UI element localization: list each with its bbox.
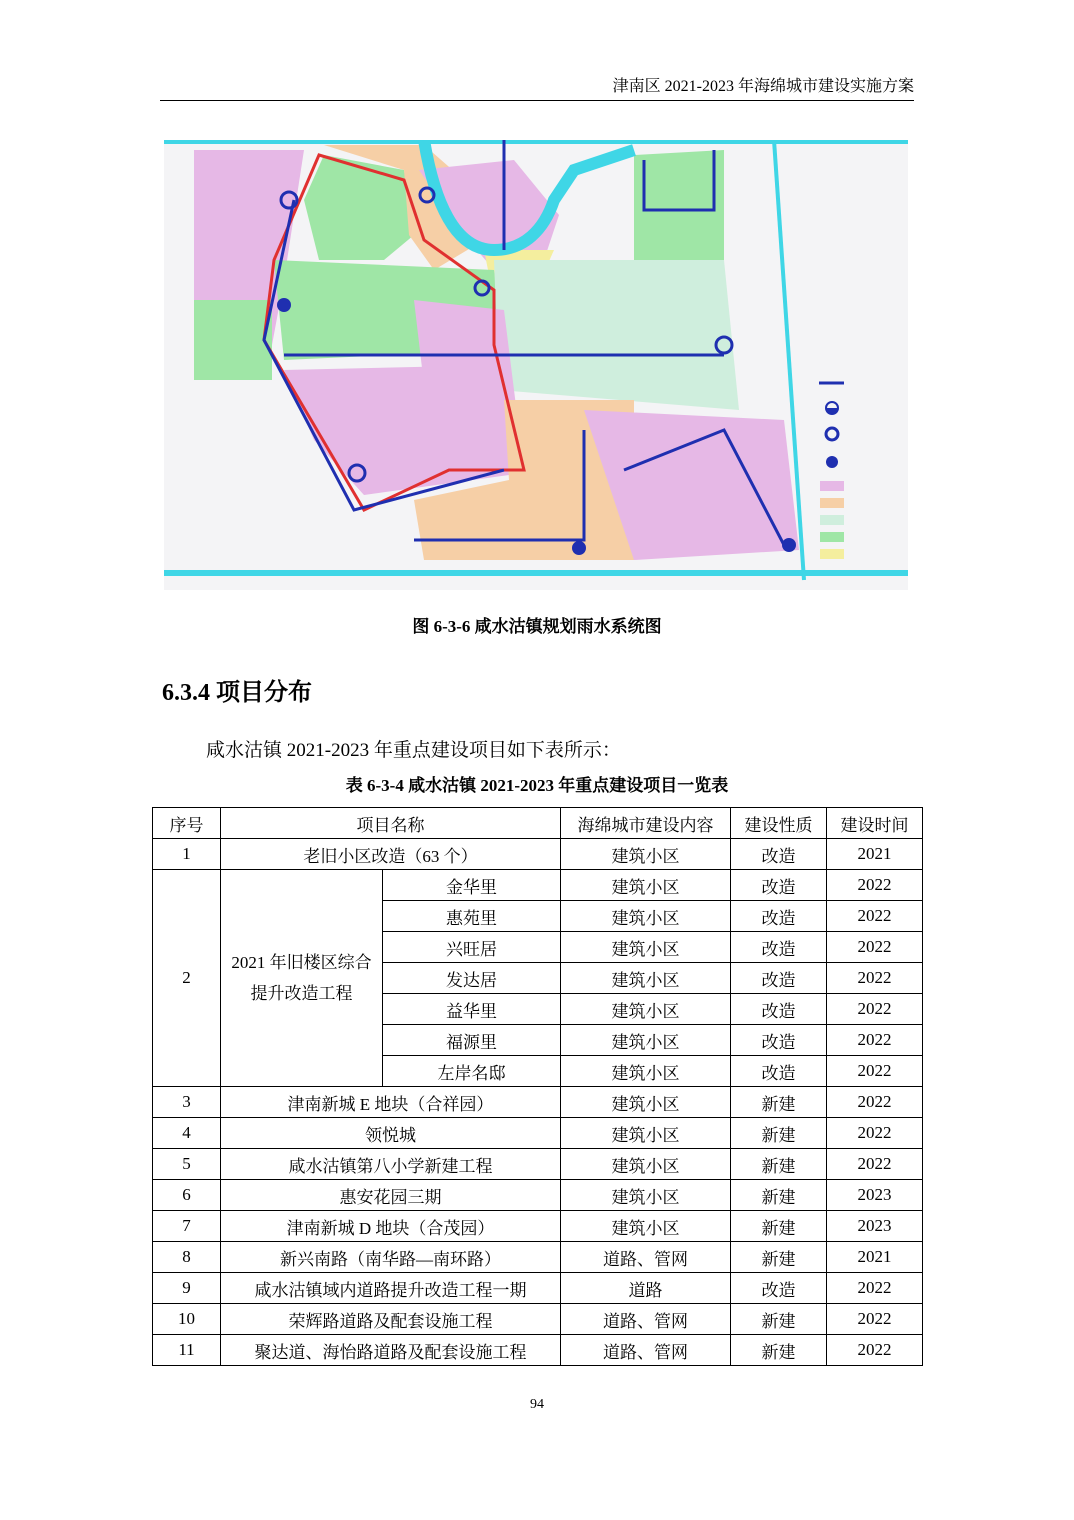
cell-sub-name: 兴旺居: [383, 932, 561, 963]
cell-content: 道路: [561, 1273, 731, 1304]
cell-content: 建筑小区: [561, 839, 731, 870]
legend-pump-planned-icon: [826, 456, 838, 468]
cell-time: 2022: [827, 1273, 923, 1304]
cell-nature: 新建: [731, 1087, 827, 1118]
cell-nature: 新建: [731, 1335, 827, 1366]
cell-content: 建筑小区: [561, 870, 731, 901]
table-row: [153, 839, 923, 870]
cell-nature: 改造: [731, 901, 827, 932]
legend-lightgreen-swatch: [820, 515, 844, 525]
cell-name: 老旧小区改造（63 个）: [221, 839, 561, 870]
cell-time: 2022: [827, 1087, 923, 1118]
cell-no: 11: [153, 1335, 221, 1366]
pump-25: [782, 538, 796, 552]
cell-time: 2022: [827, 1304, 923, 1335]
table-row: [153, 1273, 923, 1304]
project-table: [152, 807, 923, 1366]
legend-orange-swatch: [820, 498, 844, 508]
header-name: 项目名称: [221, 808, 561, 839]
table-row: [153, 1087, 923, 1118]
cell-name: 聚达道、海怡路道路及配套设施工程: [221, 1335, 561, 1366]
cell-nature: 改造: [731, 963, 827, 994]
table-header-row: [153, 808, 923, 839]
cell-sub-name: 金华里: [383, 870, 561, 901]
cell-name: 惠安花园三期: [221, 1180, 561, 1211]
header-nature: 建设性质: [731, 808, 827, 839]
cell-content: 道路、管网: [561, 1304, 731, 1335]
cell-no: 2: [153, 870, 221, 1087]
figure-caption: 图 6-3-6 咸水沽镇规划雨水系统图: [412, 617, 662, 636]
cell-content: 建筑小区: [561, 932, 731, 963]
header-time: 建设时间: [827, 808, 923, 839]
cell-content: 建筑小区: [561, 994, 731, 1025]
cell-name: 咸水沽镇域内道路提升改造工程一期: [221, 1273, 561, 1304]
cell-time: 2022: [827, 901, 923, 932]
cell-no: 10: [153, 1304, 221, 1335]
cell-content: 道路、管网: [561, 1242, 731, 1273]
cell-nature: 新建: [731, 1118, 827, 1149]
cell-time: 2022: [827, 1149, 923, 1180]
catchment-east-lightgreen: [494, 260, 739, 410]
cell-nature: 新建: [731, 1149, 827, 1180]
cell-no: 3: [153, 1087, 221, 1118]
cell-group-name: 2021 年旧楼区综合提升改造工程: [221, 870, 383, 1087]
catchment-northeast-green: [634, 150, 724, 260]
cell-nature: 改造: [731, 839, 827, 870]
cell-content: 建筑小区: [561, 1056, 731, 1087]
cell-time: 2021: [827, 839, 923, 870]
cell-name: 津南新城 E 地块（合祥园）: [221, 1087, 561, 1118]
cell-sub-name: 发达居: [383, 963, 561, 994]
cell-name: 新兴南路（南华路—南环路）: [221, 1242, 561, 1273]
cell-no: 5: [153, 1149, 221, 1180]
cell-content: 建筑小区: [561, 963, 731, 994]
cell-no: 4: [153, 1118, 221, 1149]
cell-no: 8: [153, 1242, 221, 1273]
cell-content: 建筑小区: [561, 901, 731, 932]
table-row: [153, 1149, 923, 1180]
cell-time: 2022: [827, 932, 923, 963]
cell-no: 7: [153, 1211, 221, 1242]
cell-time: 2022: [827, 994, 923, 1025]
pump-22: [572, 541, 586, 555]
section-title: 6.3.4 项目分布: [162, 680, 312, 706]
cell-nature: 新建: [731, 1304, 827, 1335]
legend-yellow-swatch: [820, 549, 844, 559]
cell-time: 2022: [827, 1056, 923, 1087]
cell-no: 9: [153, 1273, 221, 1304]
cell-nature: 改造: [731, 870, 827, 901]
cell-content: 建筑小区: [561, 1118, 731, 1149]
intro-paragraph: 咸水沽镇 2021-2023 年重点建设项目如下表所示：: [206, 740, 621, 761]
cell-content: 建筑小区: [561, 1149, 731, 1180]
cell-time: 2022: [827, 1118, 923, 1149]
table-row: [153, 1211, 923, 1242]
cell-nature: 新建: [731, 1211, 827, 1242]
table-row: [153, 870, 923, 901]
cell-nature: 改造: [731, 1056, 827, 1087]
cell-nature: 改造: [731, 1025, 827, 1056]
cell-time: 2023: [827, 1211, 923, 1242]
cell-time: 2021: [827, 1242, 923, 1273]
catchment-north-green: [304, 155, 414, 260]
page-header: [160, 76, 914, 101]
table-caption: 表 6-3-4 咸水沽镇 2021-2023 年重点建设项目一览表: [345, 776, 729, 795]
cell-name: 咸水沽镇第八小学新建工程: [221, 1149, 561, 1180]
cell-sub-name: 福源里: [383, 1025, 561, 1056]
cell-sub-name: 左岸名邸: [383, 1056, 561, 1087]
cell-no: 6: [153, 1180, 221, 1211]
cell-name: 领悦城: [221, 1118, 561, 1149]
table-row: [153, 1335, 923, 1366]
cell-no: 1: [153, 839, 221, 870]
cell-time: 2022: [827, 1025, 923, 1056]
cell-time: 2022: [827, 963, 923, 994]
header-title: 津南区 2021-2023 年海绵城市建设实施方案: [612, 78, 914, 95]
cell-nature: 改造: [731, 1273, 827, 1304]
cell-time: 2022: [827, 1335, 923, 1366]
cell-nature: 新建: [731, 1242, 827, 1273]
legend-green-swatch: [820, 532, 844, 542]
cell-content: 建筑小区: [561, 1211, 731, 1242]
table-row: [153, 1304, 923, 1335]
map-graphic: [164, 140, 908, 590]
header-no: 序号: [153, 808, 221, 839]
cell-content: 道路、管网: [561, 1335, 731, 1366]
legend-pink-swatch: [820, 481, 844, 491]
page-number: 94: [530, 1397, 544, 1412]
cell-time: 2022: [827, 870, 923, 901]
table-row: [153, 1180, 923, 1211]
table-row: [153, 1118, 923, 1149]
cell-time: 2023: [827, 1180, 923, 1211]
cell-content: 建筑小区: [561, 1025, 731, 1056]
catchment-southwest-green: [194, 300, 272, 380]
header-content: 海绵城市建设内容: [561, 808, 731, 839]
table-row: [153, 1242, 923, 1273]
cell-sub-name: 惠苑里: [383, 901, 561, 932]
cell-nature: 改造: [731, 994, 827, 1025]
cell-name: 荣辉路道路及配套设施工程: [221, 1304, 561, 1335]
cell-nature: 新建: [731, 1180, 827, 1211]
cell-content: 建筑小区: [561, 1180, 731, 1211]
pump-21-1: [277, 298, 291, 312]
cell-nature: 改造: [731, 932, 827, 963]
cell-sub-name: 益华里: [383, 994, 561, 1025]
cell-content: 建筑小区: [561, 1087, 731, 1118]
rainwater-system-map: [164, 140, 908, 590]
cell-name: 津南新城 D 地块（合茂园）: [221, 1211, 561, 1242]
